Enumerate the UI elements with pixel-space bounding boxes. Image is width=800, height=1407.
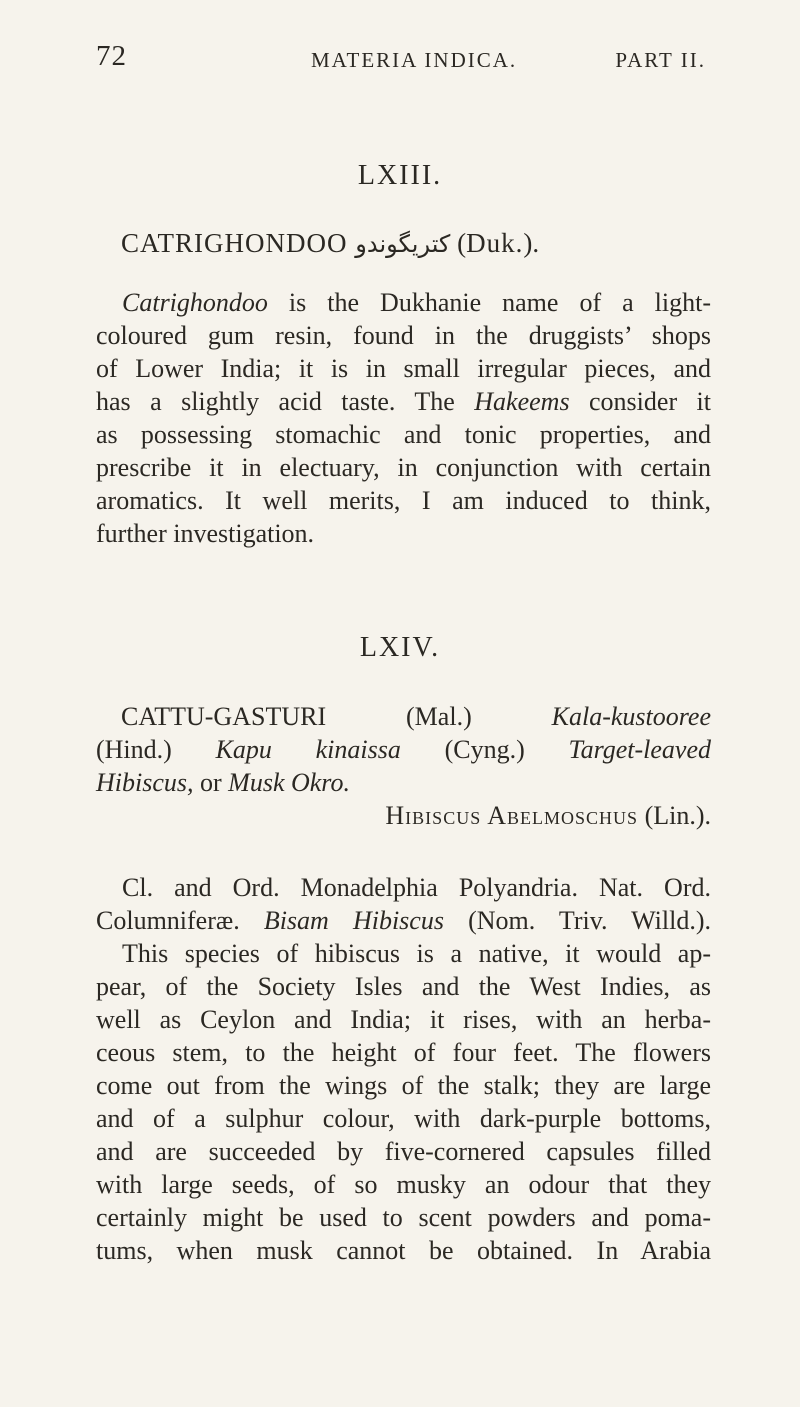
authority: (Lin.). (644, 801, 711, 830)
line-text: or (193, 768, 229, 797)
running-title: MATERIA INDICA. (311, 48, 518, 72)
text-line (96, 733, 711, 766)
line-text: has a slightly acid taste. The (96, 387, 475, 416)
paragraph-64 (96, 871, 711, 1267)
page-number: 72 (96, 40, 127, 72)
line-text: (Hind.) (96, 735, 172, 764)
text-line: Cl. and Ord. Monadelphia Polyandria. Nat. Ord. (122, 873, 711, 902)
text-line: as possessing stomachic and tonic properties, and (96, 420, 711, 449)
italic-term: Bisam Hibiscus (263, 906, 444, 935)
paragraph-63 (96, 286, 711, 550)
entry-name: CATRIGHONDOO (121, 228, 348, 258)
latin-name-line (96, 799, 711, 832)
line-text: is the Dukhanie name of a light- (267, 288, 711, 317)
latin-name: Hibiscus Abelmoschus (385, 801, 639, 830)
part-label: PART II. (615, 48, 706, 72)
text-line: come out from the wings of the stalk; they are large (96, 1071, 711, 1100)
text-line (121, 700, 711, 733)
arabic-script: کتریگوندو (355, 230, 451, 258)
line-text: Columniferæ. (96, 906, 264, 935)
text-line: and of a sulphur colour, with dark-purple bottoms, (96, 1104, 711, 1133)
text-line (96, 286, 711, 319)
line-text: (Cyng.) (444, 735, 525, 764)
italic-term: Kala-kustooree (551, 702, 711, 731)
text-line: tums, when musk cannot be obtained. In Arabia (96, 1236, 711, 1265)
text-line: aromatics. It well merits, I am induced to think, (96, 486, 711, 515)
text-line: further investigation. (96, 519, 315, 548)
section-number-63: LXIII. (357, 160, 443, 191)
text-line: pear, of the Society Isles and the West Indies, as (96, 972, 711, 1001)
italic-term: Kapu kinaissa (215, 735, 401, 764)
text-line: of Lower India; it is in small irregular pieces, and (96, 354, 711, 383)
text-line: and are succeeded by five-cornered capsules filled (96, 1137, 711, 1166)
italic-term: Musk Okro. (228, 768, 350, 797)
line-text: consider it (569, 387, 711, 416)
text-line: well as Ceylon and India; it rises, with an herba- (96, 1005, 711, 1034)
text-line: certainly might be used to scent powders and poma- (96, 1203, 711, 1232)
text-line: This species of hibiscus is a native, it would ap- (122, 939, 711, 968)
entry-title-63 (121, 228, 539, 259)
text-line: ceous stem, to the height of four feet. The flowers (96, 1038, 711, 1067)
section-number-64: LXIV. (359, 632, 441, 663)
text-line (96, 385, 711, 418)
entry-names-64b (96, 733, 711, 832)
entry-names-64 (121, 700, 711, 733)
text-line: coloured gum resin, found in the druggists’ shops (96, 321, 711, 350)
text-line: with large seeds, of so musky an odour that they (96, 1170, 711, 1199)
text-line (96, 766, 711, 799)
language-note: (Duk.). (457, 228, 540, 258)
line-text: (Nom. Triv. Willd.). (443, 906, 711, 935)
italic-term: Hakeems (474, 387, 570, 416)
text-line: prescribe it in electuary, in conjunction with certain (96, 453, 711, 482)
italic-term: Hibiscus, (96, 768, 194, 797)
line-text: CATTU-GASTURI (Mal.) (121, 702, 472, 731)
italic-term: Target-leaved (568, 735, 711, 764)
italic-term: Catrighondoo (122, 288, 268, 317)
page-header (96, 40, 706, 80)
text-line (96, 904, 711, 937)
